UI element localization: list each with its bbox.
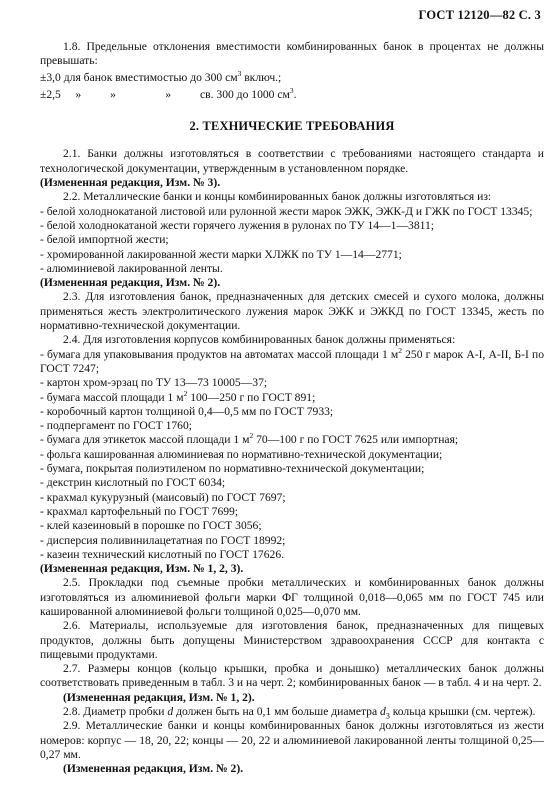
- list-item: - крахмал картофельный по ГОСТ 7699;: [40, 504, 239, 518]
- edition-note-2-9: (Измененная редакция, Изм. № 2).: [63, 762, 244, 776]
- running-head: ГОСТ 12120—82 С. 3: [418, 8, 541, 22]
- list-item: - подпергамент по ГОСТ 1760;: [40, 419, 192, 433]
- paragraph-2-3: 2.3. Для изготовления банок, предназначенных для детских смесей и сухого молока, должны применяться жесть электролитического лужения марок ЭЖК и ЭЖКД по ГОСТ 13345, жесть по нормативно-технической документации.: [40, 290, 544, 333]
- list-item: - дисперсия поливинилацетатная по ГОСТ 18992;: [40, 533, 286, 547]
- list-item: - белой холоднокатаной жести горячего лужения в рулонах по ТУ 14—1—3811;: [40, 218, 435, 232]
- list-item: - декстрин кислотный по ГОСТ 6034;: [40, 476, 226, 490]
- paragraph-2-9: 2.9. Металлические банки и концы комбинированных банок должны изготовляться из жести номеров: корпус — 18, 20, 22; концы — 20, 22 и алюминиевой лакированной ленты толщиной 0,25—0,27 мм.: [40, 719, 544, 761]
- paragraph-2-4: 2.4. Для изготовления корпусов комбинированных банок должны применяться:: [63, 333, 456, 347]
- section-title: 2. ТЕХНИЧЕСКИЕ ТРЕБОВАНИЯ: [189, 119, 395, 134]
- list-item: - белой холоднокатаной листовой или рулонной жести марок ЭЖК, ЭЖК-Д и ГЖК по ГОСТ 13345;: [40, 204, 533, 218]
- list-item: - казеин технический кислотный по ГОСТ 17626.: [40, 547, 285, 561]
- document-body: [40, 40, 544, 777]
- edition-note-2-1: (Измененная редакция, Изм. № 3).: [40, 176, 221, 190]
- list-item: - бумага для упаковывания продуктов на автоматах массой площади 1 $м^2$ 250 г марок А-I, А-II, Б-I по ГОСТ 7247;: [40, 345, 544, 375]
- list-item: - бумага, покрытая полиэтиленом по нормативно-технической документации;: [40, 462, 425, 476]
- paragraph-2-7: 2.7. Размеры концов (кольцо крышки, пробка и донышко) металлических банок должны соответствовать приведенным в табл. 3 и на черт. 2; комбинированных банок — в табл. 4 и на черт. 2.: [40, 662, 544, 690]
- paragraph-2-5: 2.5. Прокладки под съемные пробки металлических и комбинированных банок должны изготовляться из алюминиевой фольги марки ФГ толщиной 0,018—0,065 мм по ГОСТ 745 или кашированной алюминиевой фольги толщиной 0,025—0,070 мм.: [40, 576, 544, 618]
- list-item: - клей казеиновый в порошке по ГОСТ 3056;: [40, 519, 262, 533]
- list-item: - хромированной лакированной жести марки ХЛЖК по ТУ 1—14—2771;: [40, 247, 402, 261]
- edition-note-2-2: (Измененная редакция, Изм. № 2).: [40, 276, 221, 290]
- list-item: - картон хром-эрзац по ТУ 13—73 10005—37;: [40, 376, 268, 390]
- paragraph-2-8: 2.8. Диаметр пробки d должен быть на 0,1 мм больше диаметра $d_3$ кольца крышки (см. чертеж).: [63, 705, 536, 721]
- list-item: - алюминиевой лакированной ленты.: [40, 261, 223, 275]
- list-item: - фольга кашированная алюминиевая по нормативно-технической документации;: [40, 447, 443, 461]
- list-item: - бумага для этикеток массой площади 1 $м^2$ 70—100 г по ГОСТ 7625 или импортная;: [40, 431, 459, 447]
- list-item: - коробочный картон толщиной 0,4—0,5 мм по ГОСТ 7933;: [40, 404, 334, 418]
- edition-note-2-4: (Измененная редакция, Изм. № 1, 2, 3).: [40, 562, 244, 576]
- paragraph-2-6: 2.6. Материалы, используемые для изготовления банок, предназначенных для пищевых продуктов, должны быть допущены Министерством здравоохранения СССР для контакта с пищевыми продуктами.: [40, 619, 544, 661]
- list-item: - бумага массой площади 1 $м^2$ 100—250 г по ГОСТ 891;: [40, 388, 316, 404]
- paragraph-2-1: 2.1. Банки должны изготовляться в соответствии с требованиями настоящего стандарта и технологической документации, утвержденным в установленном порядке.: [40, 147, 544, 175]
- tolerance-line-2: ±2,5 » » » св. 300 до 1000 $см^3$.: [40, 86, 297, 101]
- list-item: - белой импортной жести;: [40, 233, 169, 247]
- edition-note-2-7: (Измененная редакция, Изм. № 1, 2).: [63, 690, 255, 704]
- list-item: - крахмал кукурузный (маисовый) по ГОСТ 7697;: [40, 490, 286, 504]
- paragraph-2-2: 2.2. Металлические банки и концы комбинированных банок должны изготовляться из:: [63, 190, 492, 204]
- paragraph-1-8: 1.8. Предельные отклонения вместимости комбинированных банок в процентах не должны превышать:: [40, 40, 544, 68]
- tolerance-line-1: ±3,0 для банок вместимостью до 300 $см^3$ включ.;: [40, 68, 282, 84]
